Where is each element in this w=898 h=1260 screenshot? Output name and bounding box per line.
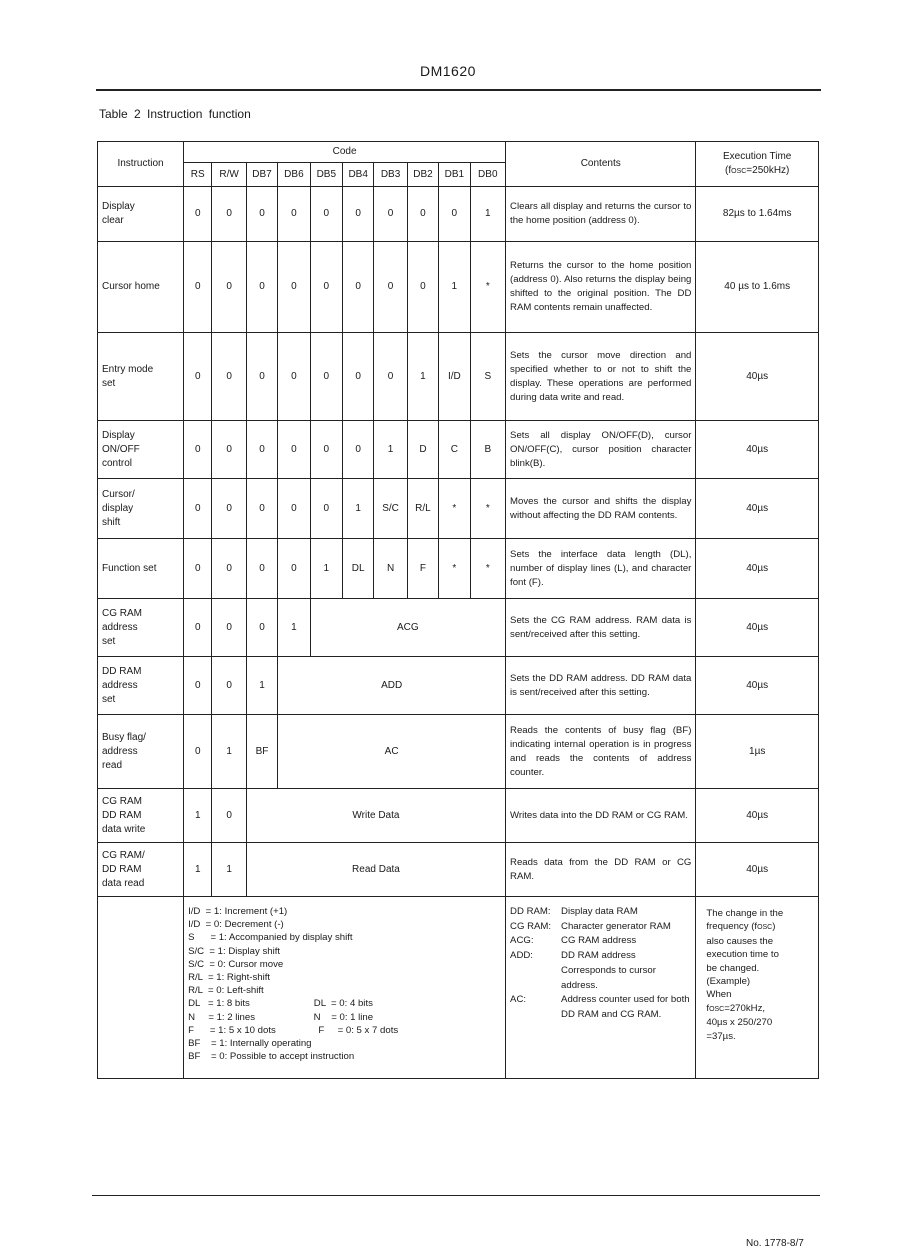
table-row [98,657,819,715]
code-bit-value: S [470,333,506,421]
instruction-contents: Sets the cursor move direction and specified whether to or not to shift the display. These operations are performed during data write and read. [506,333,696,421]
code-bit-value: 0 [184,599,212,657]
code-bit-value: 1 [184,843,212,897]
ram-note-desc: Address counter used for both DD RAM and CG RAM. [561,994,690,1020]
code-bit-value: 0 [407,187,438,242]
instruction-contents: Sets all display ON/OFF(D), cursor ON/OFF(C), cursor position character blink(B). [506,421,696,479]
instruction-name-line: Cursor/ [102,488,135,500]
code-bit-value: 1 [246,657,277,715]
part-number-header: DM1620 [420,63,476,79]
table-row [98,843,819,897]
table-row [98,242,819,333]
exec-note-line: The change in the [706,908,784,919]
execution-time-value: 40µs [696,333,819,421]
header-contents: Contents [506,142,696,187]
exec-freq-subscript: OSC [731,167,747,175]
header-bit-db1: DB1 [439,163,470,187]
header-code: Code [184,142,506,163]
legend-line: BF = 1: Internally operating [188,1038,312,1050]
instruction-name-line: control [102,457,133,469]
instruction-name-line: data read [102,877,145,889]
code-bit-value: S/C [374,479,407,539]
instruction-name-line: Function set [102,562,157,574]
code-bit-value: 1 [407,333,438,421]
exec-time-label: Execution Time [723,150,792,162]
code-bit-value: 0 [278,333,310,421]
legend-line: N = 1: 2 lines N = 0: 1 line [188,1011,374,1023]
legend-blank-cell [98,897,184,1079]
table-row [98,789,819,843]
instruction-name-line: Cursor home [102,281,160,292]
table-row [98,715,819,789]
ram-note-term: ACG: [510,935,534,947]
ram-note-term: DD RAM: [510,906,551,917]
header-bit-db0: DB0 [470,163,506,187]
exec-freq-prefix: (f [725,164,732,176]
code-bit-value: 1 [278,599,310,657]
code-bit-value: 0 [439,187,470,242]
exec-note-line [706,1002,810,1016]
instruction-name-line: CG RAM [102,795,142,807]
code-bit-value: 0 [184,242,212,333]
exec-time-frequency [700,164,814,179]
instruction-name [98,333,184,421]
code-bit-value: 0 [212,333,246,421]
code-bit-value: * [470,539,506,599]
instruction-function-table [97,141,819,1079]
legend-line: BF = 0: Possible to accept instruction [188,1051,355,1063]
code-bit-value: 1 [310,539,342,599]
code-bit-value: 0 [246,333,277,421]
code-bit-value: 0 [246,242,277,333]
code-bit-value: 0 [374,242,407,333]
code-bit-value: 0 [278,479,310,539]
instruction-name-line: Entry mode [102,363,154,375]
code-bit-value: 0 [184,657,212,715]
code-bit-value: 0 [212,789,246,843]
exec-note-block [706,907,810,1043]
instruction-name [98,539,184,599]
instruction-name-line: CG RAM [102,607,142,619]
instruction-contents: Sets the interface data length (DL), number of display lines (L), and character font (F). [506,539,696,599]
legend-line: I/D = 0: Decrement (-) [188,919,284,931]
execution-time-value: 40µs [696,843,819,897]
exec-note-line: =37µs. [706,1030,736,1042]
legend-line: DL = 1: 8 bits DL = 0: 4 bits [188,998,373,1010]
code-bit-value: * [470,479,506,539]
code-field-label: Write Data [246,789,505,843]
instruction-name-line: read [102,759,123,771]
execution-time-value: 40µs [696,539,819,599]
header-instruction: Instruction [98,142,184,187]
ram-note-desc: Character generator RAM [561,920,671,932]
code-bit-value: 1 [184,789,212,843]
code-bit-value: 0 [278,539,310,599]
legend-line: I/D = 1: Increment (+1) [188,906,288,917]
instruction-name-line: CG RAM/ [102,849,145,861]
legend-line: S/C = 0: Cursor move [188,958,284,970]
bit-legend [184,897,506,1079]
code-bit-value: 0 [310,187,342,242]
legend-line: S = 1: Accompanied by display shift [188,932,353,944]
instruction-name [98,599,184,657]
code-bit-value: DL [342,539,373,599]
code-bit-value: B [470,421,506,479]
code-bit-value: I/D [439,333,470,421]
code-bit-value: 0 [212,539,246,599]
instruction-name-line: set [102,693,116,705]
instruction-name-line: address [102,745,138,757]
ram-note-desc: CG RAM address [561,935,637,947]
instruction-name-line: ON/OFF [102,443,140,455]
footer-rule [92,1195,820,1196]
execution-time-value: 40µs [696,421,819,479]
execution-time-note [696,897,819,1079]
code-bit-value: 1 [374,421,407,479]
exec-note-subscript: OSC [709,1005,725,1013]
code-field-label: ACG [310,599,505,657]
instruction-name-line: DD RAM [102,863,142,875]
instruction-contents: Reads data from the DD RAM or CG RAM. [506,843,696,897]
code-bit-value: 0 [212,599,246,657]
code-bit-value: R/L [407,479,438,539]
code-field-label: Read Data [246,843,505,897]
exec-note-line: also causes the [706,935,774,947]
ram-note-term: CG RAM: [510,920,552,932]
header-bit-db6: DB6 [278,163,310,187]
instruction-name-line: set [102,635,116,647]
code-bit-value: 0 [184,421,212,479]
table-row [98,479,819,539]
instruction-name-line: address [102,621,138,633]
code-bit-value: 0 [246,479,277,539]
code-bit-value: 0 [342,242,373,333]
execution-time-value: 40µs [696,657,819,715]
ram-note-term: ADD: [510,950,533,962]
code-field-label: ADD [278,657,506,715]
instruction-contents: Sets the CG RAM address. RAM data is sent/received after this setting. [506,599,696,657]
instruction-name-line: address [102,679,138,691]
instruction-name [98,421,184,479]
code-bit-value: 1 [470,187,506,242]
ram-note-desc: DD RAM address Corresponds to cursor address. [561,950,656,991]
instruction-name-line: DD RAM [102,809,142,821]
exec-note-line: 40µs x 250/270 [706,1017,773,1029]
code-bit-value: 0 [374,333,407,421]
header-rule [96,89,821,91]
code-bit-value: 1 [212,843,246,897]
execution-time-value: 40 µs to 1.6ms [696,242,819,333]
instruction-name-line: Display [102,429,135,441]
instruction-name-line: set [102,377,116,389]
code-bit-value: 0 [212,479,246,539]
code-bit-value: 0 [342,187,373,242]
code-bit-value: 0 [310,479,342,539]
code-bit-value: 0 [342,333,373,421]
instruction-name-line: shift [102,516,121,528]
instruction-name-line: DD RAM [102,665,142,677]
exec-note-text: f [706,1002,710,1014]
header-bit-rw: R/W [212,163,246,187]
exec-freq-value: =250kHz) [746,164,790,176]
legend-row [98,897,819,1079]
code-bit-value: 0 [407,242,438,333]
code-bit-value: 0 [342,421,373,479]
header-bit-db5: DB5 [310,163,342,187]
code-bit-value: 0 [246,421,277,479]
ram-note-desc: Display data RAM [561,906,638,917]
instruction-contents: Clears all display and returns the cursor to the home position (address 0). [506,187,696,242]
code-field-label: AC [278,715,506,789]
code-bit-value: * [439,539,470,599]
exec-note-line: (Example) [706,976,751,988]
code-bit-value: BF [246,715,277,789]
code-bit-value: 1 [212,715,246,789]
code-bit-value: 0 [184,187,212,242]
instruction-name [98,657,184,715]
instruction-name [98,843,184,897]
code-bit-value: N [374,539,407,599]
ram-note-term: AC: [510,994,527,1006]
legend-line: R/L = 1: Right-shift [188,972,271,984]
code-bit-value: 0 [184,479,212,539]
ram-notes-list [510,905,691,1023]
execution-time-value: 40µs [696,479,819,539]
code-bit-value: 1 [439,242,470,333]
code-bit-value: 0 [246,187,277,242]
header-bit-db2: DB2 [407,163,438,187]
execution-time-value: 40µs [696,599,819,657]
legend-line: F = 1: 5 x 10 dots F = 0: 5 x 7 dots [188,1024,399,1036]
execution-time-value: 40µs [696,789,819,843]
exec-note-line: execution time to [706,949,779,961]
ram-notes [506,897,696,1079]
code-bit-value: * [470,242,506,333]
code-bit-value: 0 [310,421,342,479]
instruction-contents: Returns the cursor to the home position (address 0). Also returns the display being shifted to the original position. The DD RAM contents remain unaffected. [506,242,696,333]
header-bit-db4: DB4 [342,163,373,187]
instruction-name-line: Display [102,201,135,212]
instruction-contents: Reads the contents of busy flag (BF) indicating internal operation is in progress and reads the contents of address counter. [506,715,696,789]
exec-note-text: ) [772,921,776,933]
code-bit-value: 0 [310,242,342,333]
code-bit-value: 0 [212,187,246,242]
code-bit-value: 0 [246,599,277,657]
code-bit-value: F [407,539,438,599]
table-row [98,599,819,657]
instruction-contents: Writes data into the DD RAM or CG RAM. [506,789,696,843]
instruction-name [98,479,184,539]
code-bit-value: 0 [184,333,212,421]
instruction-name [98,715,184,789]
page-number: No. 1778-8/7 [746,1238,804,1249]
instruction-name-line: data write [102,823,146,835]
header-bit-db3: DB3 [374,163,407,187]
exec-note-subscript: OSC [757,924,773,932]
instruction-name [98,187,184,242]
exec-note-text: =270kHz, [724,1002,766,1014]
instruction-name-line: display [102,502,134,514]
instruction-name-line: clear [102,215,124,226]
header-bit-rs: RS [184,163,212,187]
exec-note-line: When [706,989,732,1001]
header-execution-time [696,142,819,187]
table-caption: Table 2 Instruction function [99,107,251,121]
exec-note-text: frequency (f [706,921,758,933]
code-bit-value: 0 [374,187,407,242]
code-bit-value: 0 [278,187,310,242]
exec-note-line: be changed. [706,962,760,974]
code-bit-value: 0 [310,333,342,421]
code-bit-value: 0 [278,242,310,333]
exec-note-line [706,920,810,934]
code-bit-value: 0 [184,539,212,599]
code-bit-value: * [439,479,470,539]
code-bit-value: 0 [212,421,246,479]
header-bit-db7: DB7 [246,163,277,187]
code-bit-value: 0 [212,242,246,333]
code-bit-value: 0 [246,539,277,599]
legend-line: S/C = 1: Display shift [188,945,281,957]
code-bit-value: 0 [212,657,246,715]
table-row [98,187,819,242]
execution-time-value: 1µs [696,715,819,789]
table-row [98,333,819,421]
instruction-contents: Moves the cursor and shifts the display without affecting the DD RAM contents. [506,479,696,539]
instruction-name [98,789,184,843]
execution-time-value: 82µs to 1.64ms [696,187,819,242]
code-bit-value: C [439,421,470,479]
code-bit-value: D [407,421,438,479]
code-bit-value: 1 [342,479,373,539]
instruction-name-line: Busy flag/ [102,731,146,743]
table-row [98,539,819,599]
code-bit-value: 0 [278,421,310,479]
instruction-name [98,242,184,333]
instruction-contents: Sets the DD RAM address. DD RAM data is sent/received after this setting. [506,657,696,715]
legend-line: R/L = 0: Left-shift [188,985,264,997]
code-bit-value: 0 [184,715,212,789]
table-row [98,421,819,479]
